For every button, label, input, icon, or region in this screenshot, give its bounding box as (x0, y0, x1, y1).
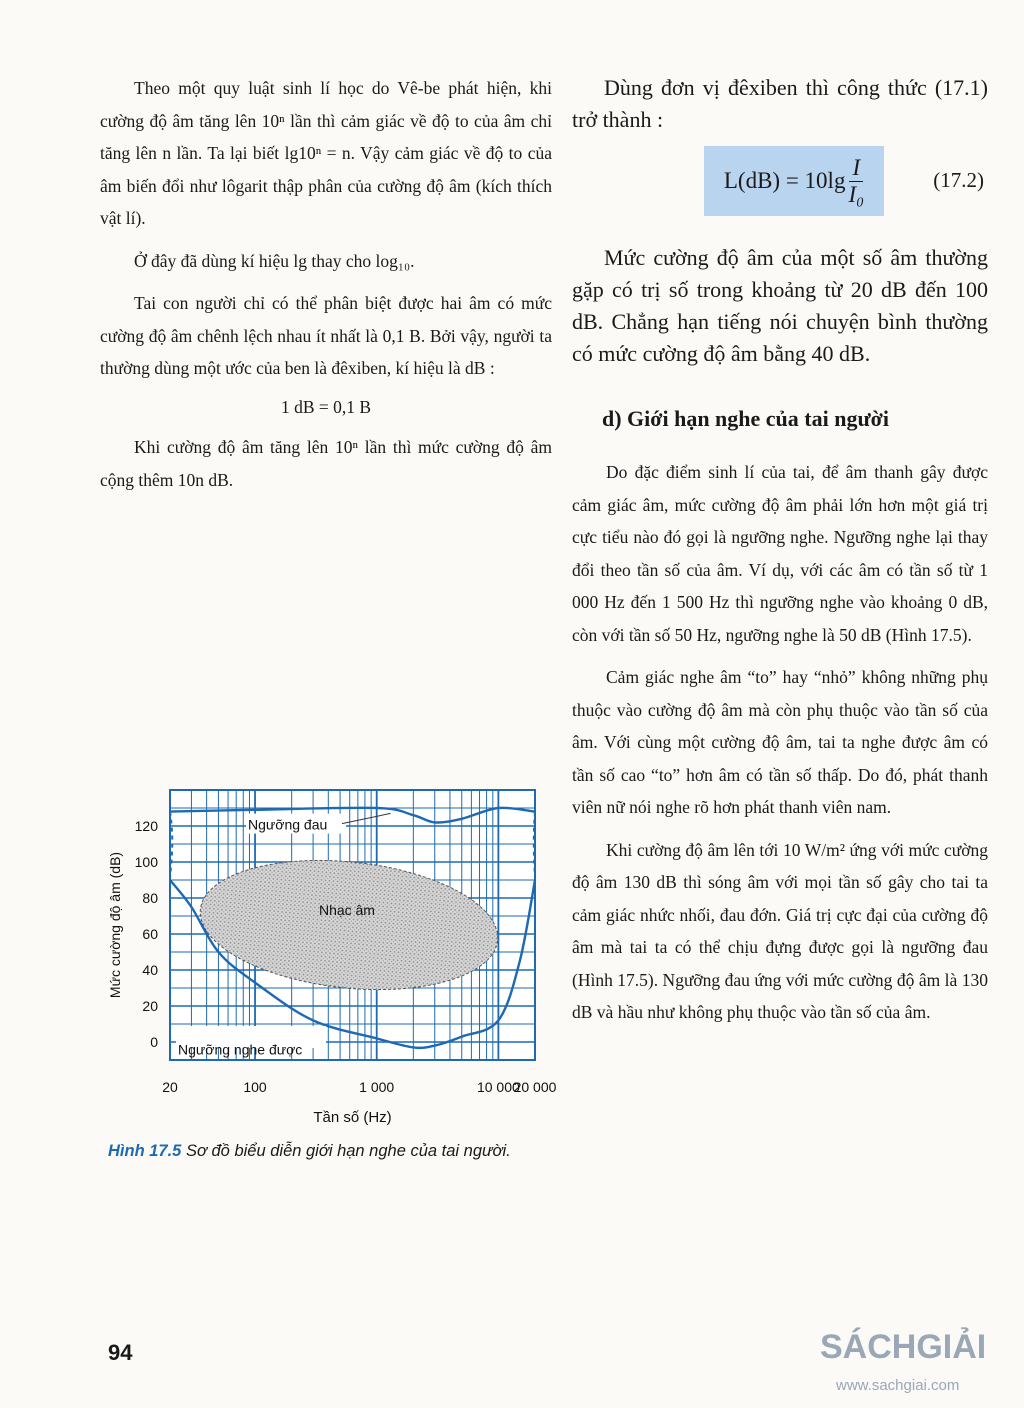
paragraph-loudness-frequency: Cảm giác nghe âm “to” hay “nhỏ” không những phụ thuộc vào cường độ âm mà còn phụ thuộc vào tần số của âm. Với cùng một cường độ âm, tai ta nghe được âm có tần số cao “to” hơn âm có tần số thấp. Do đó, phát thanh viên nữ nói nghe rõ hơn phát thanh viên nam. (572, 667, 988, 817)
y-tick-label: 100 (134, 854, 158, 870)
formula-row (572, 146, 988, 226)
watermark-url: www.sachgiai.com (836, 1377, 960, 1394)
x-axis-label: Tần số (Hz) (313, 1109, 392, 1126)
figure-hearing-limits (100, 770, 560, 1135)
equation-decibel: 1 dB = 0,1 B (280, 396, 372, 417)
formula-numerator: I (849, 155, 863, 182)
y-tick-label: 40 (142, 962, 158, 978)
paragraph-common-levels: Mức cường độ âm của một số âm thường gặp có trị số trong khoảng từ 20 dB đến 100 dB. Chẳng hạn tiếng nói chuyện bình thường có mức cường độ âm bằng 40 dB. (572, 245, 988, 366)
formula-box (704, 146, 884, 216)
x-tick-label: 100 (243, 1079, 267, 1095)
x-tick-label: 1 000 (359, 1079, 395, 1095)
y-tick-label: 80 (142, 890, 158, 906)
watermark-logo (818, 1318, 1018, 1398)
paragraph-pain-threshold: Khi cường độ âm lên tới 10 W/m² ứng với mức cường độ âm 130 dB thì sóng âm với mọi tần số gây cho tai ta cảm giác nhức nhối, đau đớn. Giá trị cực đại của cường độ âm mà tai ta có thể chịu đựng được gọi là ngưỡng đau (Hình 17.5). Ngưỡng đau ứng với mức cường độ âm là 130 dB và hầu như không phụ thuộc vào tần số của âm. (572, 839, 988, 1022)
formula-denominator: I₀ (848, 181, 865, 207)
y-tick-label: 20 (142, 998, 158, 1014)
figure-caption (108, 1139, 554, 1163)
watermark-brand: SÁCHGIẢI (820, 1328, 987, 1366)
y-tick-label: 120 (134, 818, 158, 834)
formula-lhs: L(dB) = 10lg (723, 168, 846, 193)
section-heading: d) Giới hạn nghe của tai người (602, 406, 889, 431)
formula-number: (17.2) (933, 168, 984, 192)
formula-fraction (848, 155, 864, 208)
page-number: 94 (108, 1340, 133, 1365)
y-tick-label: 60 (142, 926, 158, 942)
paragraph-formula-intro: Dùng đơn vị đêxiben thì công thức (17.1) trở thành : (572, 75, 988, 132)
right-column (572, 72, 988, 1029)
x-tick-label: 20 000 (513, 1079, 557, 1095)
x-tick-label: 10 000 (476, 1079, 520, 1095)
region-label-music: Nhạc âm (318, 902, 375, 918)
paragraph-intensity-increase: Khi cường độ âm tăng lên 10ⁿ lần thì mức cường độ âm cộng thêm 10n dB. (100, 437, 552, 490)
watermark-logo-graphic (818, 1318, 1018, 1398)
left-column (100, 72, 552, 496)
boundary-right-dashed (534, 812, 535, 880)
figure-caption-text: Sơ đồ biểu diễn giới hạn nghe của tai người. (181, 1142, 511, 1160)
y-axis-label: Mức cường độ âm (dB) (107, 851, 123, 999)
figure-caption-label: Hình 17.5 (108, 1142, 182, 1160)
y-tick-label: 0 (150, 1034, 158, 1050)
paragraph-weber-law: Theo một quy luật sinh lí học do Vê-be phát hiện, khi cường độ âm tăng lên 10ⁿ lần thì cảm giác về độ to của âm chỉ tăng lên n lần. Ta lại biết lg10ⁿ = n. Vậy cảm giác về độ to của âm biến đổi như lôgarit thập phân của cường độ âm (kích thích vật lí). (100, 78, 552, 228)
series-label-hearing: Ngưỡng nghe được (178, 1041, 303, 1058)
series-label-pain: Ngưỡng đau (248, 816, 328, 833)
paragraph-decibel-definition: Tai con người chỉ có thể phân biệt được hai âm có mức cường độ âm chênh lệch nhau ít nhất là 0,1 B. Bởi vậy, người ta thường dùng một ước của ben là đêxiben, kí hiệu là dB : (100, 293, 552, 378)
paragraph-lg-note: Ở đây đã dùng kí hiệu lg thay cho log₁₀. (134, 250, 415, 271)
paragraph-hearing-threshold: Do đặc điểm sinh lí của tai, để âm thanh gây được cảm giác âm, mức cường độ âm phải lớn hơn một giá trị cực tiểu nào đó gọi là ngưỡng nghe. Ngưỡng nghe lại thay đổi theo tần số của âm. Ví dụ, với các âm có tần số từ 1 000 Hz đến 1 500 Hz thì ngưỡng nghe vào khoảng 0 dB, còn với tần số 50 Hz, ngưỡng nghe là 50 dB (Hình 17.5). (572, 462, 988, 645)
chart-hearing-limits (100, 770, 560, 1135)
x-tick-label: 20 (162, 1079, 178, 1095)
